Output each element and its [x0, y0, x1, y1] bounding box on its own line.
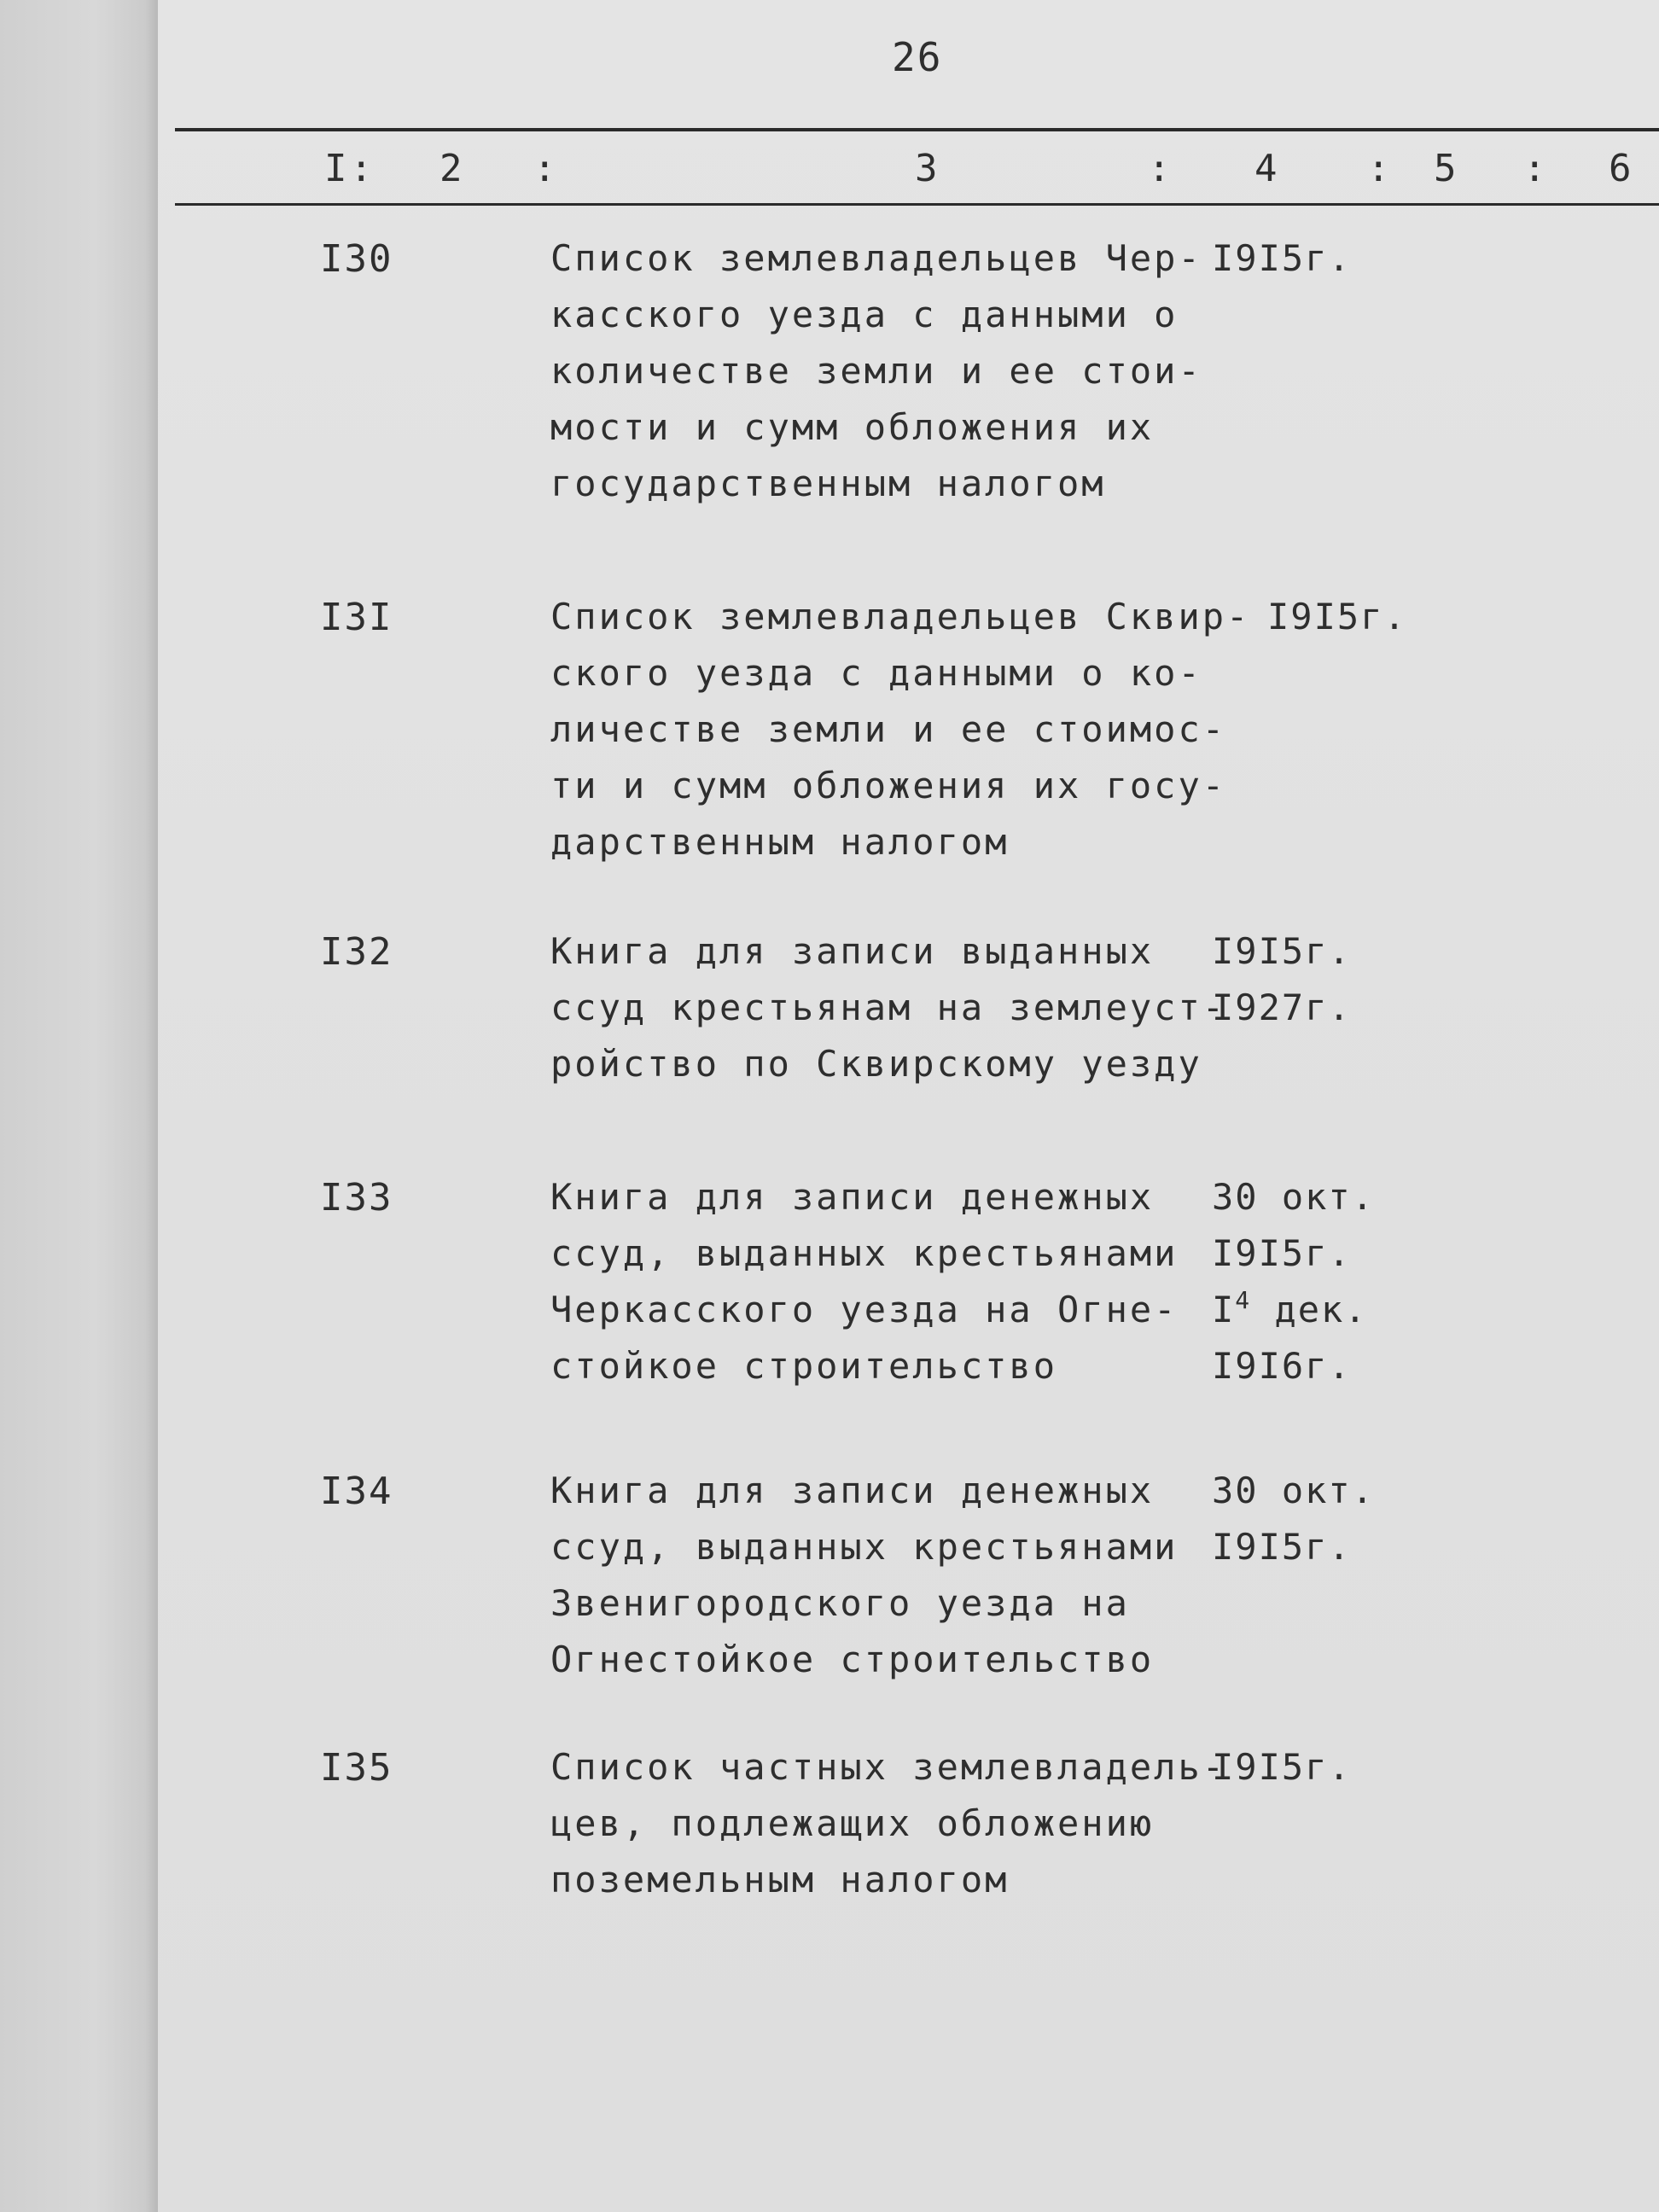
date-line: 30 окт. — [1212, 1470, 1376, 1511]
date-month: дек. — [1274, 1289, 1368, 1330]
description-line: Список землевладельцев Сквир- — [550, 596, 1251, 637]
date-line: I9I5г. — [1212, 1526, 1352, 1568]
table-header-bottom-rule — [175, 203, 1659, 206]
column-separator: : — [1523, 147, 1546, 190]
description-line: Список землевладельцев Чер- — [550, 237, 1202, 279]
description-line: ти и сумм обложения их госу- — [550, 765, 1227, 806]
column-header-3: 3 — [915, 147, 938, 190]
entry-date — [1212, 230, 1400, 287]
entry-date — [1212, 923, 1400, 1036]
entry-number: I32 — [320, 930, 393, 974]
date-line: I9I5г. — [1212, 237, 1352, 279]
column-header-2: 2 — [439, 147, 463, 190]
entry-description — [550, 923, 1227, 1092]
description-line: Звенигородского уезда на — [550, 1582, 1130, 1624]
description-line: поземельным налогом — [550, 1859, 1010, 1901]
entry-number: I35 — [320, 1746, 393, 1790]
column-header-6: 6 — [1609, 147, 1632, 190]
page-number: 26 — [892, 34, 943, 80]
entry-description — [550, 1463, 1199, 1688]
date-line: I9I5г. — [1212, 1232, 1352, 1274]
description-line: количестве земли и ее стои- — [550, 350, 1202, 392]
description-line: цев, подлежащих обложению — [550, 1802, 1155, 1844]
description-line: Книга для записи денежных — [550, 1176, 1155, 1218]
description-line: Книга для записи денежных — [550, 1470, 1155, 1511]
description-line: мости и сумм обложения их — [550, 406, 1155, 448]
description-line: личестве земли и ее стоимос- — [550, 708, 1227, 750]
column-separator: : — [350, 147, 373, 190]
description-line: Черкасского уезда на Огне- — [550, 1289, 1179, 1330]
column-separator: : — [1148, 147, 1171, 190]
description-line: государственным налогом — [550, 463, 1106, 504]
column-header-1: I — [324, 147, 347, 190]
description-line: Список частных землевладель- — [550, 1746, 1227, 1788]
binding-gutter — [0, 0, 158, 2212]
description-line: дарственным налогом — [550, 821, 1010, 863]
date-line: I9I6г. — [1212, 1345, 1352, 1387]
entry-number: I30 — [320, 237, 393, 281]
entry-date — [1212, 1739, 1400, 1796]
description-line: ского уезда с данными о ко- — [550, 652, 1202, 694]
date-line — [1212, 1282, 1400, 1338]
date-day-superscript: 4 — [1235, 1286, 1252, 1314]
description-line: ссуд, выданных крестьянами — [550, 1526, 1179, 1568]
description-line: ройство по Сквирскому уезду — [550, 1043, 1202, 1085]
date-line: I9I5г. — [1267, 596, 1407, 637]
column-header-4: 4 — [1254, 147, 1278, 190]
column-separator: : — [533, 147, 556, 190]
column-separator: : — [1367, 147, 1390, 190]
date-line: 30 окт. — [1212, 1176, 1376, 1218]
entry-description — [550, 1739, 1227, 1908]
entry-description — [550, 230, 1202, 512]
entry-number: I3I — [320, 596, 393, 639]
column-header-5: 5 — [1434, 147, 1457, 190]
description-line: касского уезда с данными о — [550, 294, 1179, 335]
entry-date — [1212, 1463, 1400, 1575]
description-line: Огнестойкое строительство — [550, 1639, 1155, 1680]
table-header-top-rule — [175, 128, 1659, 131]
entry-description — [550, 1169, 1199, 1394]
description-line: ссуд, выданных крестьянами — [550, 1232, 1179, 1274]
entry-date — [1267, 589, 1455, 645]
description-line: ссуд крестьянам на землеуст- — [550, 987, 1227, 1028]
date-line: I927г. — [1212, 987, 1352, 1028]
description-line: Книга для записи выданных — [550, 930, 1155, 972]
date-line: I9I5г. — [1212, 1746, 1352, 1788]
entry-date — [1212, 1169, 1400, 1394]
description-line: стойкое строительство — [550, 1345, 1058, 1387]
entry-description — [550, 589, 1251, 870]
date-line: I9I5г. — [1212, 930, 1352, 972]
entry-number: I34 — [320, 1470, 393, 1513]
date-day: I — [1212, 1289, 1236, 1330]
entry-number: I33 — [320, 1176, 393, 1220]
